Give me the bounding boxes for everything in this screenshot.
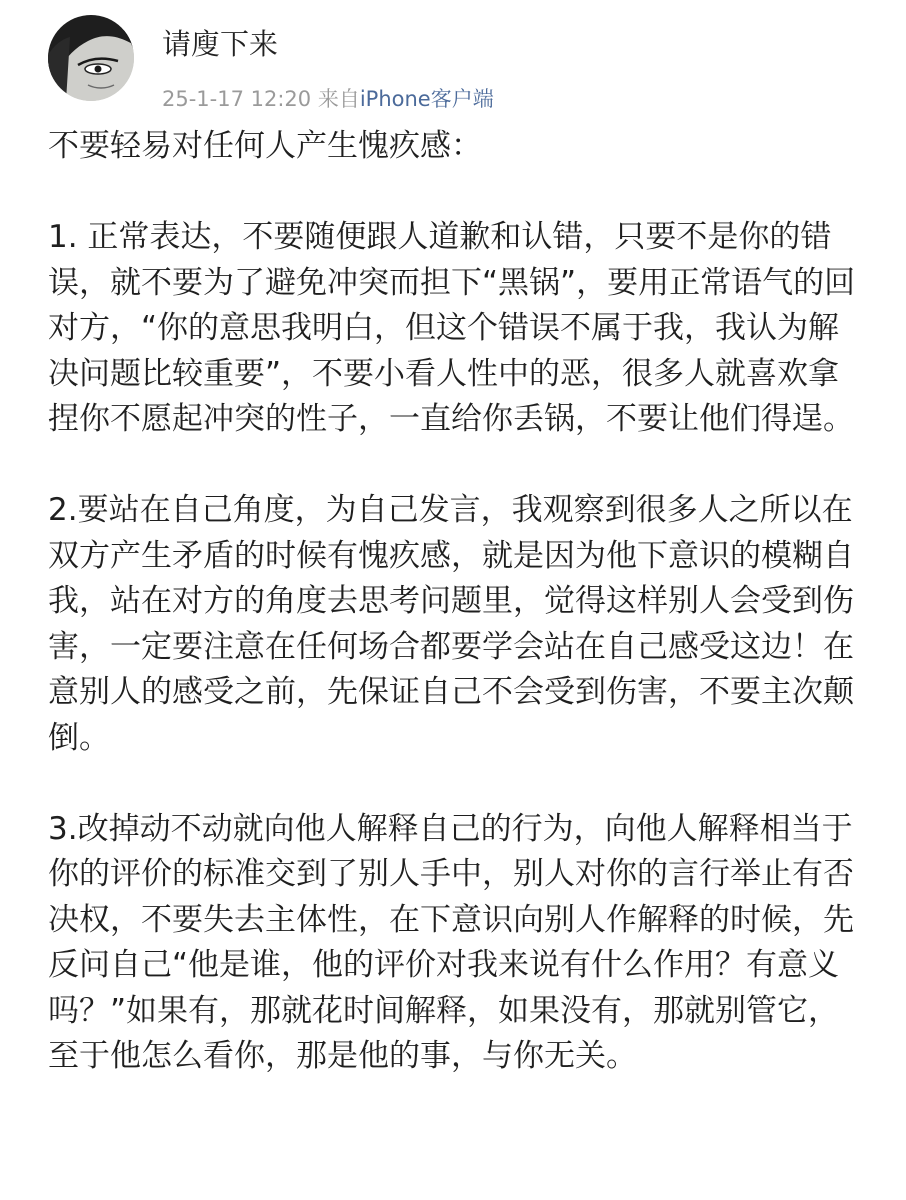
paragraph-gap	[48, 443, 863, 489]
username[interactable]: 请廋下来	[162, 27, 279, 61]
post-body	[48, 124, 863, 1080]
paragraph-gap	[48, 170, 863, 216]
post-timestamp: 25-1-17 12:20	[162, 87, 312, 111]
post-point-1: 1. 正常表达，不要随便跟人道歉和认错，只要不是你的错误，就不要为了避免冲突而担下“黑锅”，要用正常语气的回对方，“你的意思我明白，但这个错误不属于我，我认为解决问题比较重要”，不要小看人性中的恶，很多人就喜欢拿捏你不愿起冲突的性子，一直给你丢锅，不要让他们得逞。	[48, 219, 856, 437]
avatar[interactable]	[48, 15, 134, 101]
post-point-2: 2.要站在自己角度，为自己发言，我观察到很多人之所以在双方产生矛盾的时候有愧疚感，就是因为他下意识的模糊自我，站在对方的角度去思考问题里，觉得这样别人会受到伤害，一定要注意在任何场合都要学会站在自己感受这边！在意别人的感受之前，先保证自己不会受到伤害，不要主次颠倒。	[48, 492, 854, 756]
post-point-3: 3.改掉动不动就向他人解释自己的行为，向他人解释相当于你的评价的标准交到了别人手中，别人对你的言行举止有否决权，不要失去主体性，在下意识向别人作解释的时候，先反问自己“他是谁，他的评价对我来说有什么作用？有意义吗？”如果有，那就花时间解释，如果没有，那就别管它，至于他怎么看你，那是他的事，与你无关。	[48, 810, 854, 1074]
post-header	[48, 15, 868, 111]
post-meta	[162, 85, 494, 113]
source-prefix: 来自	[317, 87, 360, 111]
client-source-link[interactable]: iPhone客户端	[359, 87, 494, 111]
paragraph-gap	[48, 761, 863, 807]
avatar-manga-face-icon	[48, 15, 134, 101]
post-intro: 不要轻易对任何人产生愧疚感：	[48, 128, 482, 164]
